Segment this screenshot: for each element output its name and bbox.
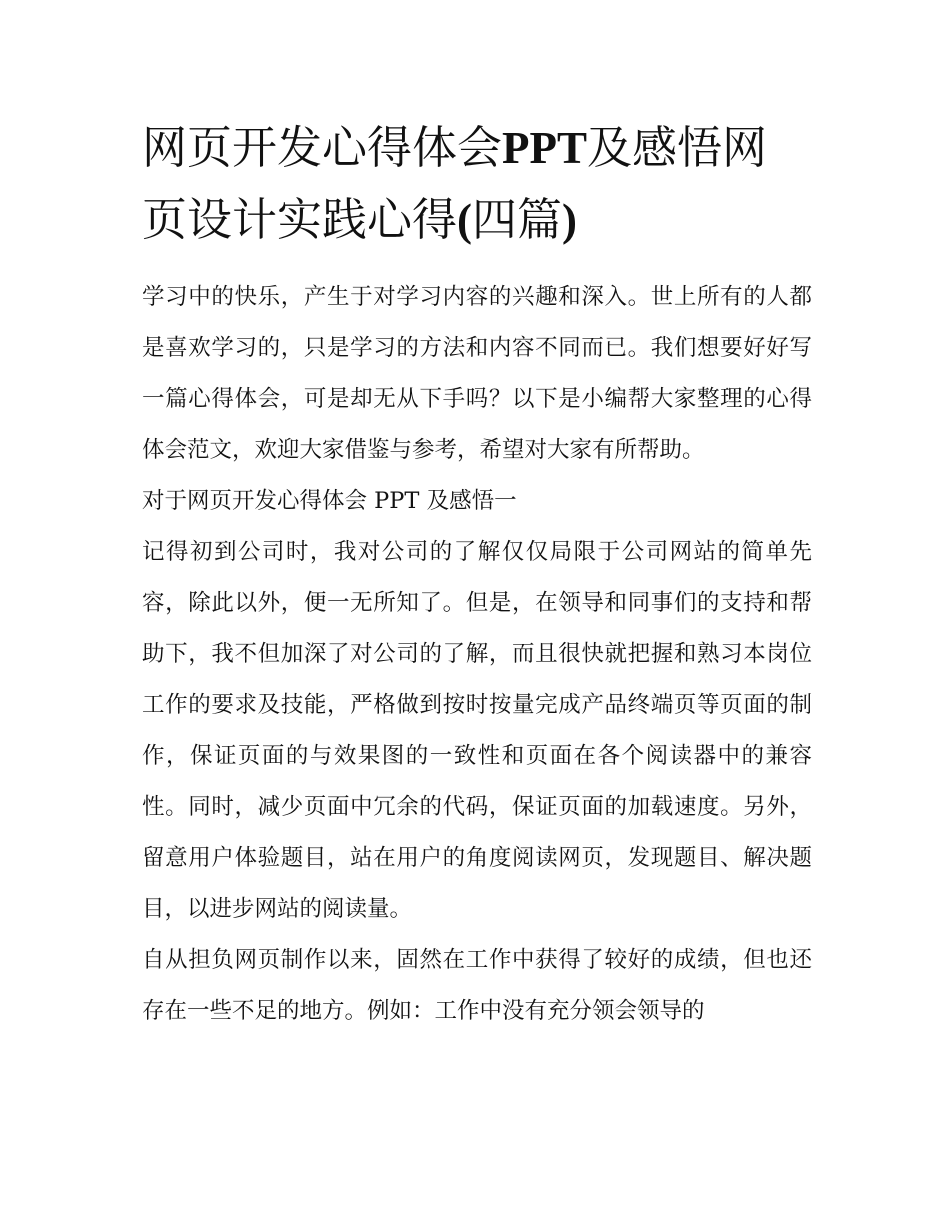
intro-paragraph: 学习中的快乐，产生于对学习内容的兴趣和深入。世上所有的人都是喜欢学习的，只是学习的方法和内容不同而已。我们想要好好写一篇心得体会，可是却无从下手吗？以下是小编帮大家整理的心得体会范文，欢迎大家借鉴与参考，希望对大家有所帮助。 xyxy=(142,284,812,463)
body-paragraph: 自从担负网页制作以来，固然在工作中获得了较好的成绩，但也还存在一些不足的地方。例如：工作中没有充分领会领导的 xyxy=(142,947,812,1024)
title-paren-close: ) xyxy=(562,195,578,245)
title-part-1: 网页开发心得体会 xyxy=(142,121,503,174)
title-part-4: 四篇 xyxy=(472,193,563,246)
title-paren-open: ( xyxy=(457,195,473,245)
document-title xyxy=(142,112,812,256)
title-latin: PPT xyxy=(502,123,588,173)
body-paragraph: 记得初到公司时，我对公司的了解仅仅局限于公司网站的简单先容，除此以外，便一无所知了。但是，在领导和同事们的支持和帮助下，我不但加深了对公司的了解，而且很快就把握和熟习本岗位工作的要求及技能，严格做到按时按量完成产品终端页等页面的制作，保证页面的与效果图的一致性和页面在各个阅读器中的兼容性。同时，减少页面中冗余的代码，保证页面的加载速度。另外，留意用户体验题目，站在用户的角度阅读网页，发现题目、解决题目，以进步网站的阅读量。 xyxy=(142,539,812,922)
title-part-2: 及感悟网页设计实践心得 xyxy=(142,121,768,246)
document-page xyxy=(142,112,812,1037)
document-body xyxy=(142,272,812,1037)
section-heading: 对于网页开发心得体会 PPT 及感悟一 xyxy=(142,488,517,514)
